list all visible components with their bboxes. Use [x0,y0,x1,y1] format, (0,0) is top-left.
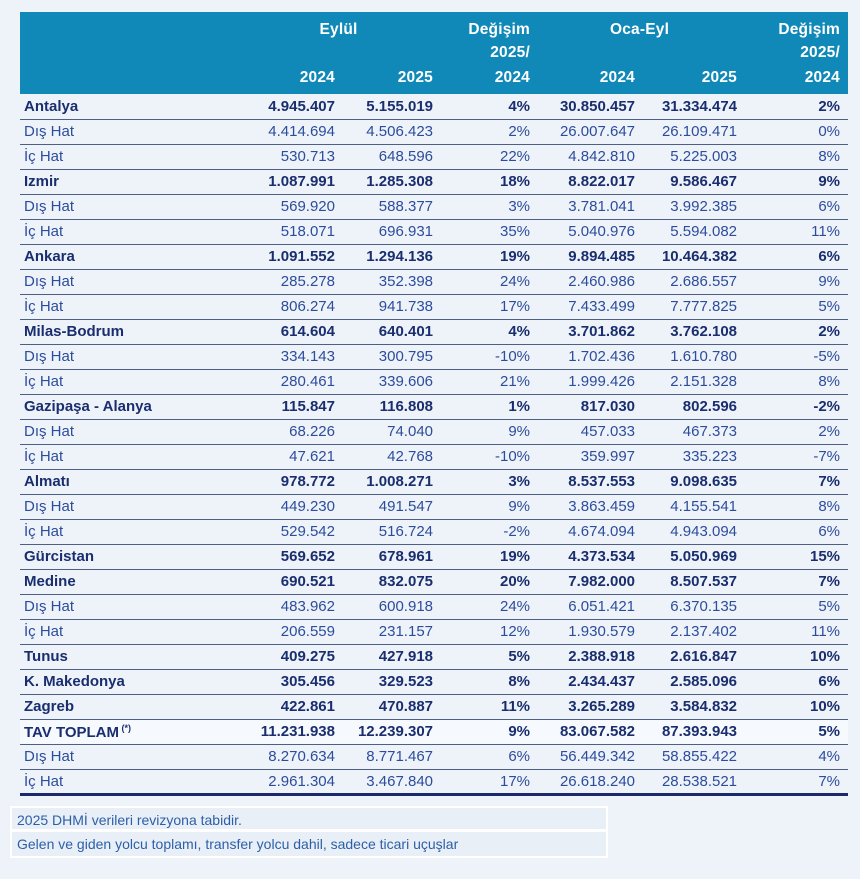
cell-value: 8.537.553 [538,469,643,494]
cell-value: 4.155.541 [643,494,745,519]
cell-value: 24% [441,269,538,294]
cell-value: 4% [441,94,538,119]
cell-value: 116.808 [343,394,441,419]
cell-value: 74.040 [343,419,441,444]
cell-value: 17% [441,769,538,794]
cell-value: 19% [441,544,538,569]
row-label: Dış Hat [20,119,240,144]
table-row [20,344,848,369]
row-label: Dış Hat [20,494,240,519]
table-row [20,544,848,569]
cell-value: 2.460.986 [538,269,643,294]
cell-value: 68.226 [240,419,343,444]
cell-value: 11.231.938 [240,719,343,744]
header-year: 2025 [643,65,745,94]
cell-value: 24% [441,594,538,619]
header-year: 2024 [745,65,848,94]
cell-value: 806.274 [240,294,343,319]
table-row [20,369,848,394]
cell-value: 10% [745,694,848,719]
cell-value: 3% [441,469,538,494]
cell-value: 4% [745,744,848,769]
table-row [20,669,848,694]
row-label: Izmir [20,169,240,194]
cell-value: 7.982.000 [538,569,643,594]
cell-value: 5.040.976 [538,219,643,244]
table-row [20,319,848,344]
cell-value: 6% [441,744,538,769]
cell-value: 335.223 [643,444,745,469]
cell-value: 30.850.457 [538,94,643,119]
cell-value: 339.606 [343,369,441,394]
cell-value: 12% [441,619,538,644]
table-row [20,694,848,719]
table-row [20,619,848,644]
cell-value: 3.701.862 [538,319,643,344]
cell-value: 26.618.240 [538,769,643,794]
table-row [20,144,848,169]
row-label: Zagreb [20,694,240,719]
cell-value: 56.449.342 [538,744,643,769]
cell-value: 3.762.108 [643,319,745,344]
row-label-footnote-marker: (*) [119,722,131,733]
cell-value: 1.702.436 [538,344,643,369]
cell-value: 6% [745,519,848,544]
table-row [20,394,848,419]
cell-value: 2.137.402 [643,619,745,644]
cell-value: 8% [441,669,538,694]
table-row [20,469,848,494]
cell-value: 5.594.082 [643,219,745,244]
cell-value: 4.945.407 [240,94,343,119]
cell-value: 8.771.467 [343,744,441,769]
cell-value: 8.270.634 [240,744,343,769]
cell-value: 1.999.426 [538,369,643,394]
cell-value: 2.686.557 [643,269,745,294]
cell-value: 5% [745,294,848,319]
table-row [20,169,848,194]
cell-value: 7.433.499 [538,294,643,319]
cell-value: 18% [441,169,538,194]
cell-value: 4.943.094 [643,519,745,544]
cell-value: 516.724 [343,519,441,544]
cell-value: 6% [745,194,848,219]
cell-value: 529.542 [240,519,343,544]
cell-value: 467.373 [643,419,745,444]
cell-value: -10% [441,444,538,469]
cell-value: 588.377 [343,194,441,219]
cell-value: 2.388.918 [538,644,643,669]
cell-value: 2% [745,94,848,119]
cell-value: 2.616.847 [643,644,745,669]
cell-value: 334.143 [240,344,343,369]
cell-value: 21% [441,369,538,394]
row-label: İç Hat [20,219,240,244]
cell-value: 427.918 [343,644,441,669]
row-label: Ankara [20,244,240,269]
row-label: Dış Hat [20,194,240,219]
cell-value: 690.521 [240,569,343,594]
cell-value: 35% [441,219,538,244]
cell-value: 9% [745,269,848,294]
cell-value: 7% [745,769,848,794]
cell-value: 5.155.019 [343,94,441,119]
cell-value: 483.962 [240,594,343,619]
cell-value: 1.285.308 [343,169,441,194]
row-label: Almatı [20,469,240,494]
cell-value: 2% [441,119,538,144]
cell-value: 280.461 [240,369,343,394]
cell-value: 817.030 [538,394,643,419]
cell-value: 4.506.423 [343,119,441,144]
row-label: İç Hat [20,619,240,644]
cell-value: -7% [745,444,848,469]
row-label: Dış Hat [20,594,240,619]
cell-value: 9.586.467 [643,169,745,194]
cell-value: 47.621 [240,444,343,469]
cell-value: 422.861 [240,694,343,719]
cell-value: 640.401 [343,319,441,344]
cell-value: 3.992.385 [643,194,745,219]
header-period-group: Oca-Eyl [538,12,745,40]
header-change-sub-2: 2025/ [745,40,848,65]
header-month-group: Eylül [240,12,441,40]
header-change-sub-1: 2025/ [441,40,538,65]
table-row [20,644,848,669]
table-row [20,494,848,519]
table-row [20,444,848,469]
cell-value: 26.007.647 [538,119,643,144]
cell-value: 978.772 [240,469,343,494]
cell-value: 305.456 [240,669,343,694]
cell-value: 9% [441,719,538,744]
table-row [20,769,848,794]
row-label: Antalya [20,94,240,119]
cell-value: 10% [745,644,848,669]
cell-value: 569.652 [240,544,343,569]
header-blank-cell [240,40,441,65]
table-row [20,94,848,119]
cell-value: 300.795 [343,344,441,369]
table-row [20,519,848,544]
cell-value: 3.265.289 [538,694,643,719]
cell-value: 6.051.421 [538,594,643,619]
row-label: Dış Hat [20,269,240,294]
cell-value: 6% [745,669,848,694]
row-label: İç Hat [20,294,240,319]
table-row [20,744,848,769]
cell-value: 1% [441,394,538,419]
cell-value: 802.596 [643,394,745,419]
cell-value: 206.559 [240,619,343,644]
cell-value: 2.434.437 [538,669,643,694]
row-label: İç Hat [20,519,240,544]
header-blank-cell [20,12,240,40]
cell-value: 9.098.635 [643,469,745,494]
cell-value: 329.523 [343,669,441,694]
cell-value: 5% [745,719,848,744]
cell-value: 12.239.307 [343,719,441,744]
cell-value: 359.997 [538,444,643,469]
passenger-stats-table [20,12,848,796]
cell-value: 409.275 [240,644,343,669]
cell-value: 42.768 [343,444,441,469]
cell-value: 19% [441,244,538,269]
header-blank-cell [538,40,745,65]
cell-value: 2.585.096 [643,669,745,694]
cell-value: 449.230 [240,494,343,519]
cell-value: 3.863.459 [538,494,643,519]
cell-value: 11% [745,619,848,644]
row-label: Dış Hat [20,344,240,369]
cell-value: 20% [441,569,538,594]
cell-value: 1.294.136 [343,244,441,269]
cell-value: 26.109.471 [643,119,745,144]
cell-value: 530.713 [240,144,343,169]
cell-value: 7% [745,569,848,594]
cell-value: 1.008.271 [343,469,441,494]
cell-value: 352.398 [343,269,441,294]
cell-value: 3.781.041 [538,194,643,219]
cell-value: 11% [441,694,538,719]
cell-value: 4.414.694 [240,119,343,144]
cell-value: 6.370.135 [643,594,745,619]
cell-value: -2% [441,519,538,544]
cell-value: 5% [441,644,538,669]
table-row [20,194,848,219]
cell-value: 31.334.474 [643,94,745,119]
cell-value: -2% [745,394,848,419]
footnote-revision-note: 2025 DHMİ verileri revizyona tabidir. [12,808,606,832]
cell-value: 648.596 [343,144,441,169]
table-row [20,119,848,144]
cell-value: 1.930.579 [538,619,643,644]
cell-value: 83.067.582 [538,719,643,744]
cell-value: 4.842.810 [538,144,643,169]
cell-value: 11% [745,219,848,244]
cell-value: 8% [745,494,848,519]
table-row [20,294,848,319]
table-header [20,12,848,94]
cell-value: 115.847 [240,394,343,419]
cell-value: 4.373.534 [538,544,643,569]
cell-value: 4.674.094 [538,519,643,544]
cell-value: 87.393.943 [643,719,745,744]
header-year: 2025 [343,65,441,94]
cell-value: 7.777.825 [643,294,745,319]
header-blank-cell [20,65,240,94]
row-label: Dış Hat [20,744,240,769]
cell-value: 3.467.840 [343,769,441,794]
cell-value: 8.507.537 [643,569,745,594]
cell-value: 600.918 [343,594,441,619]
cell-value: -10% [441,344,538,369]
table-row [20,419,848,444]
cell-value: 0% [745,119,848,144]
table-row [20,219,848,244]
row-label: İç Hat [20,444,240,469]
cell-value: 941.738 [343,294,441,319]
row-label: Tunus [20,644,240,669]
cell-value: 2% [745,419,848,444]
row-label: K. Makedonya [20,669,240,694]
cell-value: 10.464.382 [643,244,745,269]
footnote-scope-note: Gelen ve giden yolcu toplamı, transfer yolcu dahil, sadece ticari uçuşlar [12,832,606,856]
cell-value: 696.931 [343,219,441,244]
row-label: Gürcistan [20,544,240,569]
cell-value: 2.151.328 [643,369,745,394]
cell-value: 678.961 [343,544,441,569]
row-label: Milas-Bodrum [20,319,240,344]
cell-value: 614.604 [240,319,343,344]
cell-value: 2.961.304 [240,769,343,794]
row-label: Dış Hat [20,419,240,444]
cell-value: 8% [745,369,848,394]
cell-value: 9% [745,169,848,194]
header-blank-cell [20,40,240,65]
cell-value: 3% [441,194,538,219]
row-label: Medine [20,569,240,594]
cell-value: 470.887 [343,694,441,719]
cell-value: 7% [745,469,848,494]
table-body [20,94,848,794]
table-row [20,594,848,619]
cell-value: -5% [745,344,848,369]
cell-value: 5% [745,594,848,619]
row-label: İç Hat [20,144,240,169]
header-change-label-1: Değişim [441,12,538,40]
cell-value: 1.610.780 [643,344,745,369]
cell-value: 9% [441,494,538,519]
footnotes-box [10,806,608,858]
header-change-label-2: Değişim [745,12,848,40]
cell-value: 3.584.832 [643,694,745,719]
cell-value: 5.050.969 [643,544,745,569]
cell-value: 569.920 [240,194,343,219]
cell-value: 5.225.003 [643,144,745,169]
cell-value: 8% [745,144,848,169]
cell-value: 58.855.422 [643,744,745,769]
header-year: 2024 [538,65,643,94]
row-label: İç Hat [20,769,240,794]
table-row [20,569,848,594]
cell-value: 1.091.552 [240,244,343,269]
cell-value: 285.278 [240,269,343,294]
cell-value: 9.894.485 [538,244,643,269]
header-year: 2024 [441,65,538,94]
cell-value: 9% [441,419,538,444]
cell-value: 15% [745,544,848,569]
header-year: 2024 [240,65,343,94]
cell-value: 832.075 [343,569,441,594]
cell-value: 1.087.991 [240,169,343,194]
cell-value: 17% [441,294,538,319]
cell-value: 8.822.017 [538,169,643,194]
row-label: Gazipaşa - Alanya [20,394,240,419]
row-label: TAV TOPLAM (*) [20,719,240,744]
table-row [20,719,848,744]
cell-value: 457.033 [538,419,643,444]
cell-value: 28.538.521 [643,769,745,794]
row-label: İç Hat [20,369,240,394]
cell-value: 491.547 [343,494,441,519]
cell-value: 4% [441,319,538,344]
cell-value: 6% [745,244,848,269]
cell-value: 231.157 [343,619,441,644]
cell-value: 22% [441,144,538,169]
table-row [20,244,848,269]
table-row [20,269,848,294]
cell-value: 518.071 [240,219,343,244]
cell-value: 2% [745,319,848,344]
